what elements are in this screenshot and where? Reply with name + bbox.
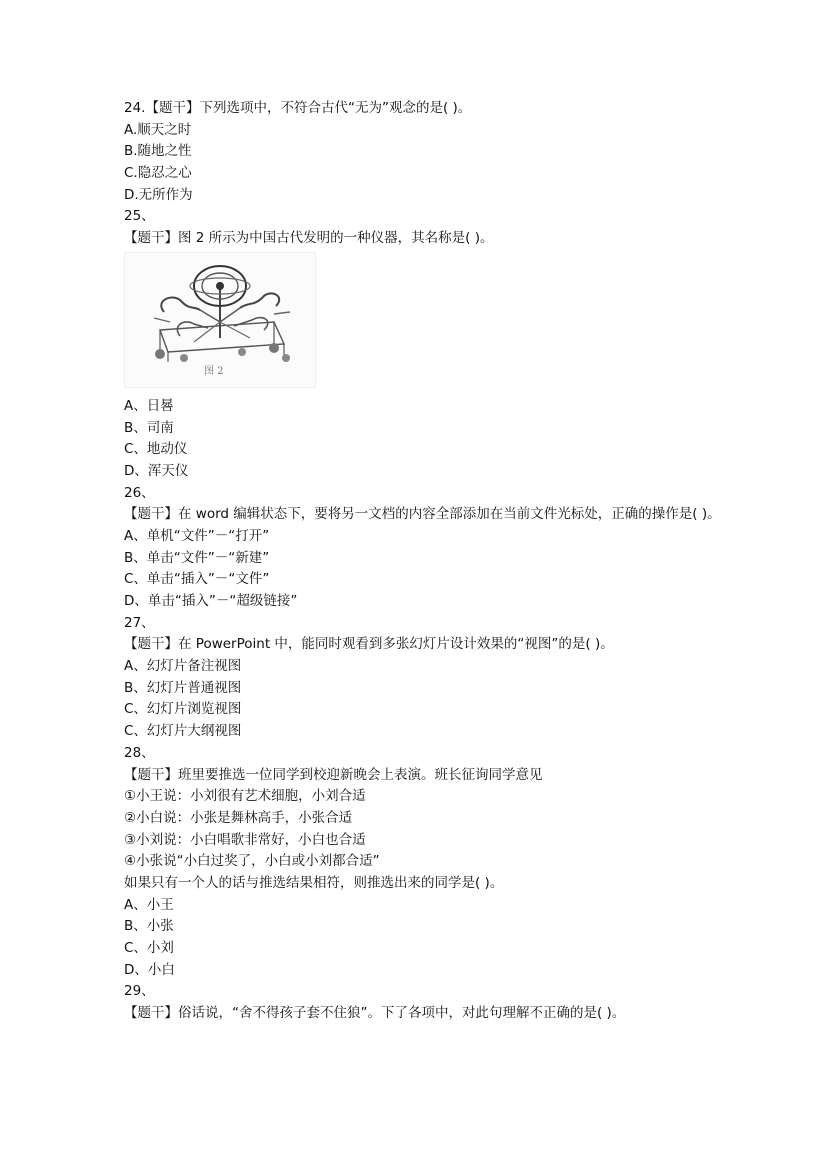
text-line: ④小张说“小白过奖了，小白或小刘都合适”	[124, 853, 380, 870]
text-line: ③小刘说：小白唱歌非常好，小白也合适	[124, 831, 366, 848]
text-line: ①小王说：小刘很有艺术细胞，小刘合适	[124, 788, 366, 805]
text-line: C、幻灯片浏览视图	[124, 701, 242, 718]
text-line: 26、	[124, 484, 155, 501]
text-line: 28、	[124, 744, 155, 761]
instrument-figure	[124, 252, 316, 388]
document-page	[124, 98, 724, 1025]
text-line: A.顺天之时	[124, 121, 192, 138]
text-line: D、浑天仪	[124, 462, 189, 479]
text-line: A、单机“文件”－“打开”	[124, 527, 270, 544]
text-line: A、幻灯片备注视图	[124, 658, 242, 675]
text-line: 如果只有一个人的话与推选结果相符，则推选出来的同学是( )。	[124, 874, 504, 891]
text-line: D、单击“插入”－“超级链接”	[124, 593, 298, 610]
text-line: D.无所作为	[124, 186, 193, 203]
text-line: B、司南	[124, 419, 174, 436]
text-line: C、小刘	[124, 940, 174, 957]
text-line: ②小白说：小张是舞林高手，小张合适	[124, 809, 353, 826]
text-line: 24.【题干】下列选项中，不符合古代“无为”观念的是( )。	[124, 100, 472, 116]
text-line: 【题干】图 2 所示为中国古代发明的一种仪器，其名称是( )。	[124, 230, 494, 247]
text-line: 29、	[124, 983, 155, 1000]
text-line: B、幻灯片普通视图	[124, 679, 242, 696]
text-line: B、小张	[124, 918, 174, 935]
text-line: C、单击“插入”－“文件”	[124, 571, 270, 588]
text-line: 25、	[124, 208, 155, 225]
question-block-24-25	[124, 98, 724, 250]
text-line: C、地动仪	[124, 441, 188, 458]
text-line: B、单击“文件”－“新建”	[124, 549, 270, 566]
text-line: A、日晷	[124, 397, 174, 414]
text-line: 【题干】俗话说，“舍不得孩子套不住狼”。下了各项中，对此句理解不正确的是( )。	[124, 1005, 626, 1022]
question-block-25-options	[124, 396, 724, 504]
text-line: 【题干】班里要推选一位同学到校迎新晚会上表演。班长征询同学意见	[124, 766, 543, 783]
text-line: C.隐忍之心	[124, 165, 192, 182]
question-26-stem: 【题干】在 word 编辑状态下，要将另一文档的内容全部添加在当前文件光标处，正确的操作是( )。	[124, 506, 721, 523]
text-line: 【题干】在 PowerPoint 中，能同时观看到多张幻灯片设计效果的“视图”的是( )。	[124, 636, 614, 653]
text-line: B.随地之性	[124, 143, 192, 160]
text-line: A、小王	[124, 896, 174, 913]
text-line: 27、	[124, 614, 155, 631]
text-line: C、幻灯片大纲视图	[124, 723, 242, 740]
text-line: D、小白	[124, 961, 175, 978]
figure-caption: 图 2	[204, 365, 224, 377]
question-block-26-29	[124, 526, 724, 1025]
